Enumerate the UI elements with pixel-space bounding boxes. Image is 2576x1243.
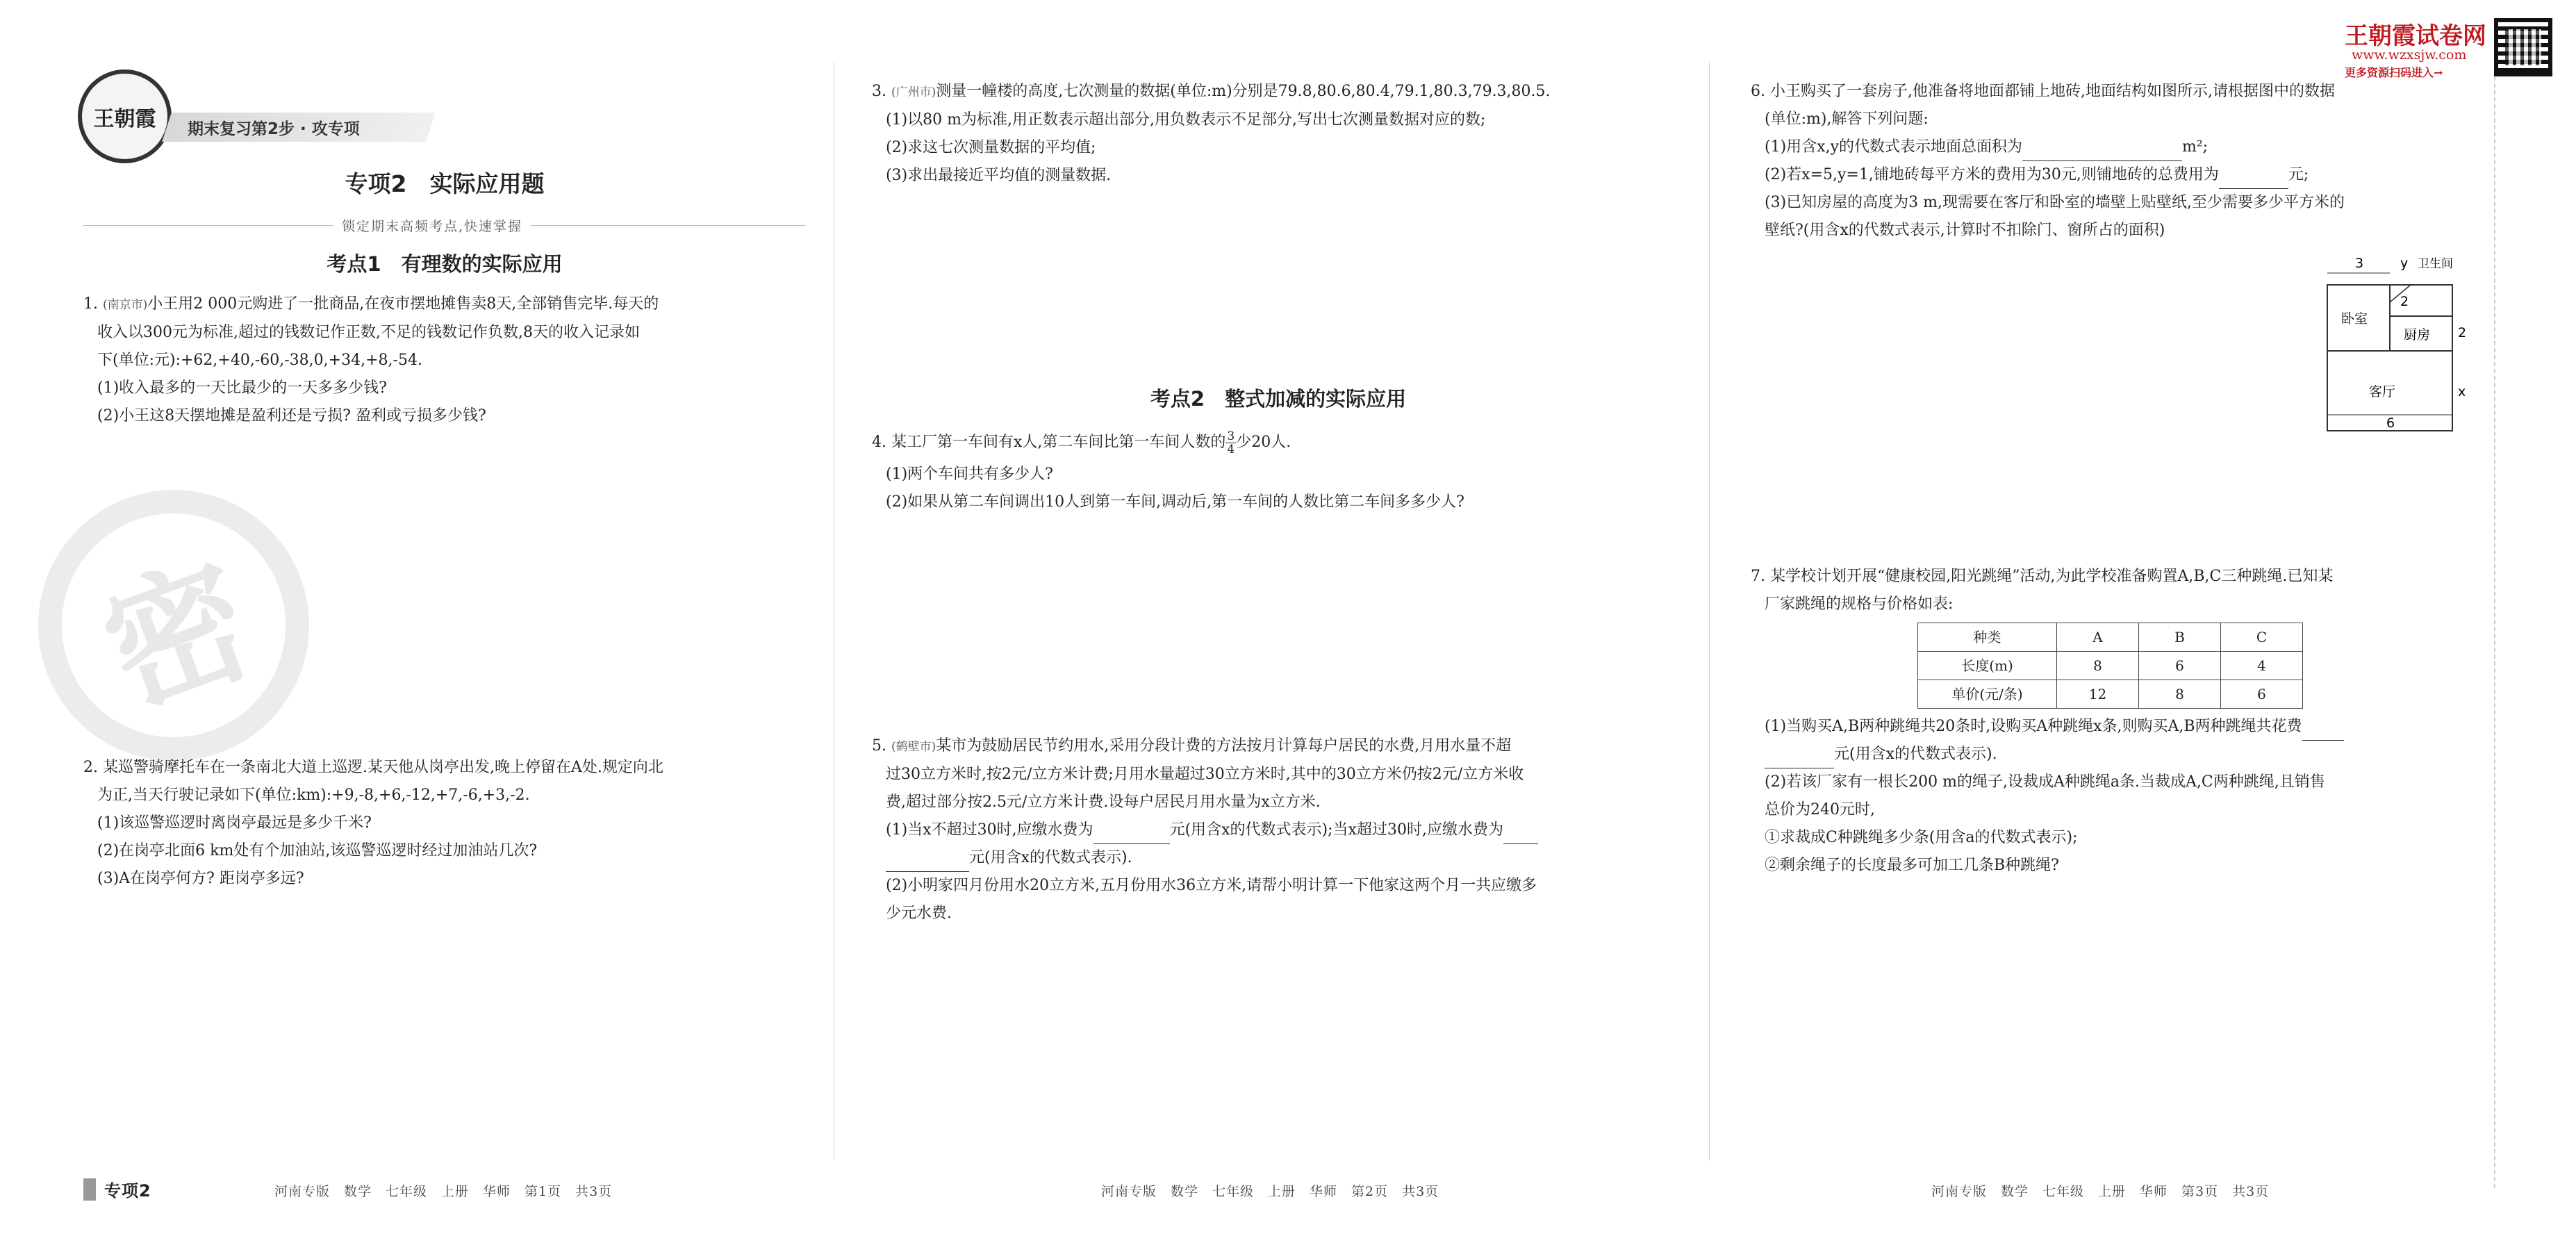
label-living: 客厅 bbox=[2369, 384, 2396, 400]
question-5: 5. (鹤壁市)某市为鼓励居民节约用水,采用分段计费的方法按月计算每户居民的水费,月用水量不超 过30立方米时,按2元/立方米计费;月用水量超过30立方米时,其中的30立方米仍按2元/立方米收 费,超过部分按2.5元/立方米计费.设每户居民月用水量为x立方米. (1)当x不超过30时,应缴水费为 元(用含x的代数式表示);当x超过30时,应缴水费为 元(用含x的代数式表示). (2)小明家四月份用水20立方米,五月份用水36立方米,请帮小明计算一下他家这两个月一共应缴多 少元水费. bbox=[872, 737, 1537, 922]
question-4: 4. 某工厂第一车间有x人,第二车间比第一车间人数的 $\frac{3}{4}$ 少20人. (1)两个车间共有多少人? (2)如果从第二车间调出10人到第一车间,调动后,第一车间的人数比第二车间多多少人? bbox=[872, 429, 1464, 511]
answer-blank[interactable] bbox=[886, 855, 969, 872]
answer-blank[interactable] bbox=[2022, 145, 2182, 161]
label-bedroom: 卧室 bbox=[2341, 311, 2368, 327]
footer-page-2: 河南专版 数学 七年级 上册 华师 第2页 共3页 bbox=[1101, 1184, 1439, 1199]
site-brand: 王朝霞试卷网 bbox=[2345, 22, 2486, 50]
column-separator bbox=[1709, 63, 1710, 1160]
label-kitchen: 厨房 bbox=[2404, 327, 2431, 343]
question-3: 3. (广州市)测量一幢楼的高度,七次测量的数据(单位:m)分别是79.8,80.6,80.4,79.1,80.3,79.3,80.5. (1)以80 m为标准,用正数表示超出部分,用负数表示不足部分,写出七次测量数据对应的数; (2)求这七次测量数据的平均值; (3)求出最接近平均值的测量数据. bbox=[872, 83, 1551, 184]
table-header-row: 种类 A B C bbox=[1918, 623, 2303, 652]
dim-2a: 2 bbox=[2400, 294, 2409, 309]
qr-code-icon[interactable] bbox=[2494, 18, 2552, 76]
table-row: 单价(元/条) 12 8 6 bbox=[1918, 680, 2303, 709]
footer-page-3: 河南专版 数学 七年级 上册 华师 第3页 共3页 bbox=[1931, 1184, 2270, 1199]
section-2-heading: 考点2 整式加减的实际应用 bbox=[1150, 387, 1407, 411]
site-tip: 更多资源扫码进入→ bbox=[2345, 66, 2443, 79]
floor-plan-diagram bbox=[2300, 254, 2466, 434]
watermark-stamp bbox=[38, 490, 309, 761]
label-bathroom: 卫生间 bbox=[2418, 257, 2453, 271]
stamp-glyph: 密 bbox=[84, 535, 271, 736]
answer-blank[interactable] bbox=[1765, 752, 1834, 768]
binding-line bbox=[2494, 76, 2495, 1188]
page-title: 专项2 实际应用题 bbox=[345, 170, 545, 197]
dim-6: 6 bbox=[2386, 415, 2395, 431]
answer-blank[interactable] bbox=[1503, 828, 1538, 844]
answer-blank[interactable] bbox=[1093, 828, 1170, 844]
site-url[interactable]: www.wzxsjw.com bbox=[2352, 47, 2467, 63]
subtitle: 锁定期末高频考点,快速掌握 bbox=[333, 216, 531, 235]
dim-3: 3 bbox=[2355, 256, 2364, 271]
fraction-3-4: $\frac{3}{4}$ bbox=[1227, 429, 1235, 456]
question-2: 2. 某巡警骑摩托车在一条南北大道上巡逻.某天他从岗亭出发,晚上停留在A处.规定向北 为正,当天行驶记录如下(单位:km):+9,-8,+6,-12,+7,-6,+3,-2. (1)该巡警巡逻时离岗亭最远是多少千米? (2)在岗亭北面6 km处有个加油站,该巡警巡逻时经过加油站几次? (3)A在岗亭何方? 距岗亭多远? bbox=[83, 759, 663, 887]
badge-text: 期末复习第2步 · 攻专项 bbox=[188, 120, 360, 138]
column-3 bbox=[1751, 78, 2466, 874]
answer-blank[interactable] bbox=[2302, 724, 2344, 741]
column-2 bbox=[872, 78, 1685, 922]
question-7: 7. 某学校计划开展“健康校园,阳光跳绳”活动,为此学校准备购置A,B,C三种跳绳.已知某 厂家跳绳的规格与价格如表: 种类 A B C 长度(m) 8 6 4 单价(元/条) 12 8 6 (1)当购买A,B两种跳绳共20条时,设购买A种跳绳x条,则购买A,B两种跳绳共花费 元(用含x的代数式表示). (2)若该厂家有一根长200 m的绳子,设裁成A种跳绳a条.当裁成A,C两种跳绳,且销售 总价为240元时, ①求裁成C种跳绳多少条(用含a的代数式表示); ②剩余绳子的长度最多可加工几条B种跳绳? bbox=[1751, 563, 2344, 880]
question-1: 1. (南京市)小王用2 000元购进了一批商品,在夜市摆地摊售卖8天,全部销售完毕.每天的 收入以300元为标准,超过的钱数记作正数,不足的钱数记作负数,8天的收入记录如 下(单位:元):+62,+40,-60,-38,0,+34,+8,-54. (1)收入最多的一天比最少的一天多多少钱? (2)小王这8天摆地摊是盈利还是亏损? 盈利或亏损多少钱? bbox=[83, 295, 659, 425]
footer-page-1: 河南专版 数学 七年级 上册 华师 第1页 共3页 bbox=[274, 1184, 613, 1199]
footer-tag-text: 专项2 bbox=[104, 1181, 151, 1201]
logo bbox=[78, 69, 172, 163]
table-row: 长度(m) 8 6 4 bbox=[1918, 652, 2303, 680]
question-6: 6. 小王购买了一套房子,他准备将地面都铺上地砖,地面结构如图所示,请根据图中的数据 (单位:m),解答下列问题: (1)用含x,y的代数式表示地面总面积为 m²; (2)若x=5,y=1,铺地砖每平方米的费用为30元,则铺地砖的总费用为 元; (3)已知房屋的高度为3 m,现需要在客厅和卧室的墙壁上贴壁纸,至少需要多少平方米的 壁纸?(用含x的代数式表示,计算时不扣除门、窗所占的面积) bbox=[1751, 83, 2345, 239]
dim-2b: 2 bbox=[2458, 325, 2466, 340]
dim-y: y bbox=[2400, 256, 2409, 271]
dim-x: x bbox=[2458, 384, 2466, 400]
column-1 bbox=[83, 163, 806, 887]
section-1-heading: 考点1 有理数的实际应用 bbox=[327, 252, 563, 276]
footer-tag bbox=[83, 1178, 96, 1201]
answer-blank[interactable] bbox=[2219, 172, 2288, 189]
logo-text: 王朝霞 bbox=[93, 106, 156, 131]
jump-rope-table bbox=[1917, 623, 2303, 709]
